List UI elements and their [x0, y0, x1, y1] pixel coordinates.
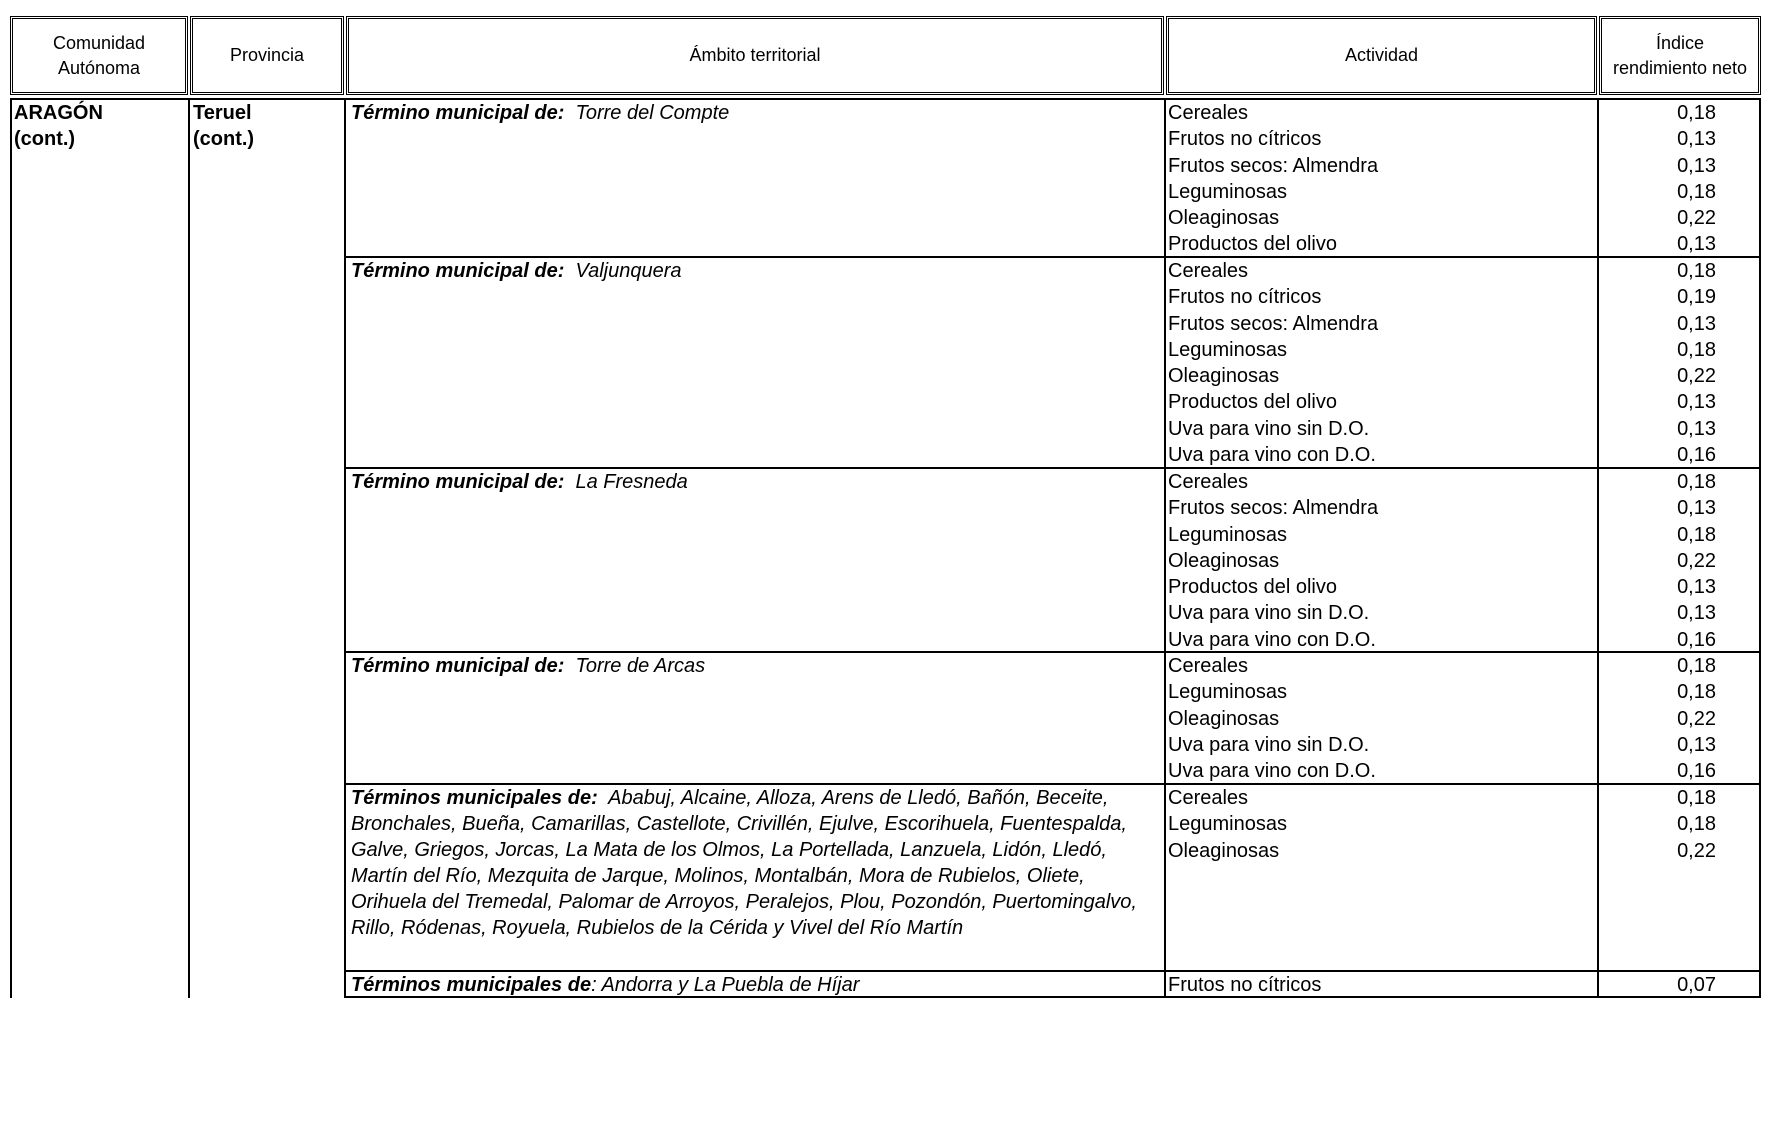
index-value: 0,22: [1677, 549, 1716, 572]
header-provincia-label: Provincia: [229, 45, 305, 65]
ambito-places: Ababuj, Alcaine, Alloza, Arens de Lledó, Bañón, Beceite, Bronchales, Bueña, Camarillas, Castellote, Crivillén, Ejulve, Escorihuela, Fuentespalda, Galve, Griegos, Jorcas, La Mata de los Olmos, La Portellada, Lanzuela, Lidón, Lledó, Martín del Río, Mezquita de Jarque, Molinos, Montalbán, Mora de Rubielos, Oliete, Orihuela del Tremedal, Palomar de Arroyos, Peralejos, Plou, Pozondón, Puertomingalvo, Rillo, Ródenas, Royuela, Rubielos de la Cérida y Vivel del Río Martín: [351, 787, 1137, 939]
activity-item: Uva para vino sin D.O.: [1168, 733, 1370, 756]
ambito-label: Términos municipales de:: [351, 787, 598, 809]
header-indice-label: Índice rendimiento neto: [1612, 32, 1748, 78]
activity-item: Uva para vino sin D.O.: [1168, 602, 1370, 625]
index-list: [1601, 785, 1757, 864]
activity-list: [1168, 972, 1596, 998]
index-value: 0,13: [1677, 312, 1716, 335]
header-ambito-label: Ámbito territorial: [689, 45, 821, 65]
activity-item: Cereales: [1168, 260, 1249, 282]
activity-item: Frutos no cítricos: [1168, 974, 1322, 996]
index-value: 0,19: [1677, 286, 1716, 309]
ambito-label: Término municipal de:: [351, 102, 565, 124]
index-value: 0,22: [1677, 839, 1716, 862]
index-value: 0,13: [1677, 576, 1716, 599]
activity-item: Leguminosas: [1168, 681, 1287, 704]
index-value: 0,07: [1677, 974, 1716, 996]
provincia-cell: [193, 100, 254, 152]
ambito-places: La Fresneda: [575, 471, 688, 493]
activity-item: Oleaginosas: [1168, 839, 1280, 862]
activity-item: Uva para vino con D.O.: [1168, 760, 1376, 783]
ambito-cell: [351, 972, 1161, 998]
index-value: 0,18: [1677, 338, 1716, 361]
index-value: 0,18: [1677, 523, 1716, 546]
index-value: 0,18: [1677, 180, 1716, 203]
activity-item: Frutos secos: Almendra: [1168, 312, 1379, 335]
index-value: 0,22: [1677, 707, 1716, 730]
activity-item: Leguminosas: [1168, 180, 1287, 203]
header-indice: [1599, 16, 1761, 95]
header-actividad-label: Actividad: [1344, 45, 1419, 65]
activity-item: Frutos secos: Almendra: [1168, 497, 1379, 520]
activity-item: Cereales: [1168, 787, 1249, 809]
provincia-name: Teruel: [193, 102, 252, 124]
activity-item: Uva para vino sin D.O.: [1168, 417, 1370, 440]
ambito-label: Término municipal de:: [351, 471, 565, 493]
ambito-cell: [351, 100, 1161, 126]
activity-item: Cereales: [1168, 102, 1249, 124]
activity-item: Frutos secos: Almendra: [1168, 154, 1379, 177]
col-divider-ambito: [1164, 99, 1166, 998]
col-divider-left: [10, 99, 12, 998]
index-list: [1601, 469, 1757, 653]
activity-item: Productos del olivo: [1168, 576, 1337, 599]
comunidad-cont: (cont.): [14, 128, 76, 150]
activity-list: [1168, 100, 1596, 258]
col-divider-provincia: [344, 99, 346, 998]
activity-item: Productos del olivo: [1168, 233, 1337, 256]
ambito-cell: [351, 785, 1161, 941]
header-actividad: [1166, 16, 1597, 95]
header-ambito: [346, 16, 1164, 95]
col-divider-comunidad: [188, 99, 190, 998]
index-value: 0,18: [1677, 260, 1716, 282]
comunidad-name: ARAGÓN: [14, 102, 103, 124]
index-value: 0,13: [1677, 128, 1716, 151]
index-value: 0,13: [1677, 602, 1716, 625]
provincia-cont: (cont.): [193, 128, 255, 150]
activity-item: Cereales: [1168, 471, 1249, 493]
index-value: 0,18: [1677, 787, 1716, 809]
comunidad-cell: [14, 100, 103, 152]
ambito-places: Torre de Arcas: [575, 655, 706, 677]
activity-item: Cereales: [1168, 655, 1249, 677]
activity-list: [1168, 653, 1596, 784]
activity-item: Oleaginosas: [1168, 207, 1280, 230]
activity-item: Leguminosas: [1168, 813, 1287, 836]
index-value: 0,13: [1677, 733, 1716, 756]
activity-item: Oleaginosas: [1168, 707, 1280, 730]
activity-item: Productos del olivo: [1168, 391, 1337, 414]
ambito-cell: [351, 258, 1161, 284]
ambito-places: Torre del Compte: [575, 102, 730, 124]
ambito-label: Término municipal de:: [351, 260, 565, 282]
index-value: 0,18: [1677, 471, 1716, 493]
activity-item: Frutos no cítricos: [1168, 128, 1322, 151]
index-value: 0,13: [1677, 154, 1716, 177]
index-value: 0,18: [1677, 681, 1716, 704]
activity-list: [1168, 469, 1596, 653]
index-value: 0,22: [1677, 207, 1716, 230]
ambito-places: : Andorra y La Puebla de Híjar: [591, 974, 860, 996]
index-list: [1601, 653, 1757, 784]
ambito-places: Valjunquera: [575, 260, 682, 282]
header-comunidad-label: Comunidad Autónoma: [52, 32, 146, 78]
index-value: 0,16: [1677, 760, 1716, 783]
activity-item: Uva para vino con D.O.: [1168, 444, 1376, 467]
ambito-cell: [351, 469, 1161, 495]
index-list: [1601, 972, 1757, 998]
index-value: 0,18: [1677, 655, 1716, 677]
activity-item: Oleaginosas: [1168, 549, 1280, 572]
col-divider-right: [1759, 99, 1761, 998]
index-value: 0,13: [1677, 417, 1716, 440]
index-value: 0,16: [1677, 444, 1716, 467]
activity-item: Oleaginosas: [1168, 365, 1280, 388]
header-provincia: [190, 16, 344, 95]
header-comunidad: [10, 16, 188, 95]
index-value: 0,16: [1677, 628, 1716, 651]
activity-item: Leguminosas: [1168, 523, 1287, 546]
activity-item: Uva para vino con D.O.: [1168, 628, 1376, 651]
activity-item: Frutos no cítricos: [1168, 286, 1322, 309]
activity-item: Leguminosas: [1168, 338, 1287, 361]
index-value: 0,13: [1677, 391, 1716, 414]
index-list: [1601, 258, 1757, 468]
index-value: 0,18: [1677, 813, 1716, 836]
col-divider-actividad: [1597, 99, 1599, 998]
index-value: 0,22: [1677, 365, 1716, 388]
ambito-label: Término municipal de:: [351, 655, 565, 677]
activity-list: [1168, 258, 1596, 468]
index-list: [1601, 100, 1757, 258]
index-value: 0,13: [1677, 497, 1716, 520]
ambito-label: Términos municipales de: [351, 974, 592, 996]
activity-list: [1168, 785, 1596, 864]
index-value: 0,18: [1677, 102, 1716, 124]
ambito-cell: [351, 653, 1161, 679]
index-value: 0,13: [1677, 233, 1716, 256]
